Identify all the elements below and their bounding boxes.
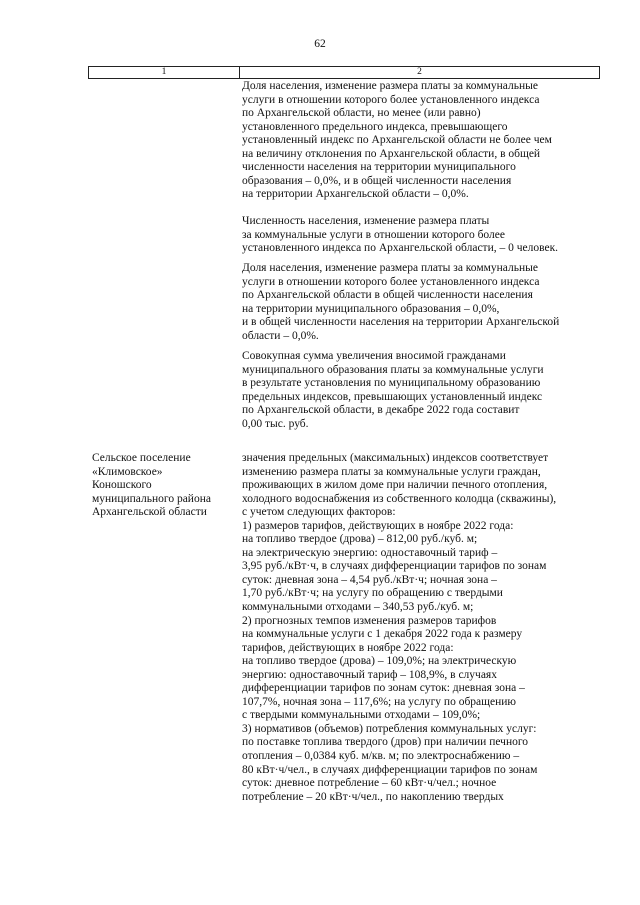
- text-line: дифференциации тарифов по зонам суток: дневная зона –: [242, 682, 525, 695]
- text-line: области – 0,0%.: [242, 329, 319, 342]
- paragraph-total-payment-increase: [242, 350, 602, 431]
- text-line: потребление – 20 кВт·ч/чел., по накоплению твердых: [242, 790, 504, 803]
- text-line: 2) прогнозных темпов изменения размеров тарифов: [242, 614, 497, 627]
- text-line: 0,00 тыс. руб.: [242, 417, 309, 430]
- text-line: проживающих в жилом доме при наличии печного отопления,: [242, 479, 548, 492]
- text-line: «Климовское»: [92, 465, 163, 478]
- text-line: установленного индекса по Архангельской области, – 0 человек.: [242, 242, 559, 255]
- text-line: на коммунальные услуги с 1 декабря 2022 года к размеру: [242, 628, 523, 641]
- text-line: муниципального района: [92, 492, 211, 505]
- text-line: с учетом следующих факторов:: [242, 506, 396, 519]
- text-line: 1,70 руб./кВт·ч; на услугу по обращению с твердыми: [242, 587, 503, 600]
- municipality-name: [92, 452, 237, 520]
- text-line: по поставке топлива твердого (дров) при наличии печного: [242, 736, 529, 749]
- text-line: Доля населения, изменение размера платы за коммунальные: [242, 262, 538, 274]
- text-line: 107,7%, ночная зона – 117,6%; на услугу по обращению: [242, 695, 517, 708]
- text-line: услуги в отношении которого более установленного индекса: [242, 275, 540, 288]
- text-line: Численность населения, изменение размера платы: [242, 215, 490, 227]
- table-header-col-2: 2: [417, 67, 422, 77]
- text-line: услуги в отношении которого более установленного индекса: [242, 93, 540, 106]
- text-line: на электрическую энергию: одноставочный тариф –: [242, 546, 498, 559]
- text-line: значения предельных (максимальных) индексов соответствует: [242, 452, 549, 464]
- text-line: муниципального образования платы за коммунальные услуги: [242, 363, 544, 376]
- text-line: по Архангельской области, но менее (или равно): [242, 107, 481, 120]
- text-line: предельных индексов, превышающих установленный индекс: [242, 390, 543, 403]
- text-line: Совокупная сумма увеличения вносимой гражданами: [242, 350, 506, 362]
- text-line: и в общей численности населения на территории Архангельской: [242, 316, 560, 329]
- paragraph-share-population-above-index: [242, 262, 602, 343]
- text-line: на топливо твердое (дрова) – 109,0%; на электрическую: [242, 655, 517, 668]
- text-line: в результате установления по муниципальному образованию: [242, 377, 541, 390]
- text-line: установленного предельного индекса, превышающего: [242, 120, 508, 133]
- text-line: Коношского: [92, 479, 152, 492]
- text-line: изменению размера платы за коммунальные услуги граждан,: [242, 465, 541, 478]
- table-header-col-1: 1: [89, 67, 240, 78]
- text-line: 3) нормативов (объемов) потребления коммунальных услуг:: [242, 722, 537, 735]
- text-line: Архангельской области: [92, 506, 207, 519]
- text-line: по Архангельской области в общей численности населения: [242, 289, 533, 302]
- page-number: 62: [314, 38, 326, 50]
- text-line: на территории муниципального образования – 0,0%,: [242, 302, 500, 315]
- text-line: на величину отклонения по Архангельской области, в общей: [242, 147, 541, 160]
- text-line: тарифов, действующих в ноябре 2022 года:: [242, 641, 454, 654]
- paragraph-share-population-within-deviation: [242, 80, 602, 202]
- text-line: суток: дневное потребление – 60 кВт·ч/чел.; ночное: [242, 777, 497, 790]
- text-line: коммунальными отходами – 340,53 руб./куб. м;: [242, 601, 474, 614]
- text-line: Доля населения, изменение размера платы за коммунальные: [242, 80, 538, 92]
- text-line: с твердыми коммунальными отходами – 109,0%;: [242, 709, 481, 722]
- text-line: численности населения на территории муниципального: [242, 161, 516, 174]
- text-line: энергию: одноставочный тариф – 108,9%, в случаях: [242, 668, 497, 681]
- text-line: холодного водоснабжения из собственного колодца (скважины),: [242, 492, 557, 505]
- text-line: на топливо твердое (дрова) – 812,00 руб./куб. м;: [242, 533, 478, 546]
- text-line: на территории Архангельской области – 0,0%.: [242, 188, 469, 201]
- text-line: образования – 0,0%, и в общей численности населения: [242, 174, 512, 187]
- text-line: 3,95 руб./кВт·ч, в случаях дифференциации тарифов по зонам: [242, 560, 547, 573]
- table-header-row: [88, 66, 600, 79]
- text-line: 1) размеров тарифов, действующих в ноябре 2022 года:: [242, 519, 514, 532]
- paragraph-population-count-above-index: [242, 215, 602, 256]
- text-line: по Архангельской области, в декабре 2022 года составит: [242, 404, 520, 417]
- text-line: суток: дневная зона – 4,54 руб./кВт·ч; ночная зона –: [242, 573, 497, 586]
- paragraph-index-factors: [242, 452, 602, 804]
- text-line: Сельское поселение: [92, 452, 191, 464]
- text-line: за коммунальные услуги в отношении которого более: [242, 228, 505, 241]
- text-line: 80 кВт·ч/чел., в случаях дифференциации тарифов по зонам: [242, 763, 538, 776]
- text-line: отопления – 0,0384 куб. м/кв. м; по электроснабжению –: [242, 750, 520, 763]
- text-line: установленный индекс по Архангельской области не более чем: [242, 134, 552, 147]
